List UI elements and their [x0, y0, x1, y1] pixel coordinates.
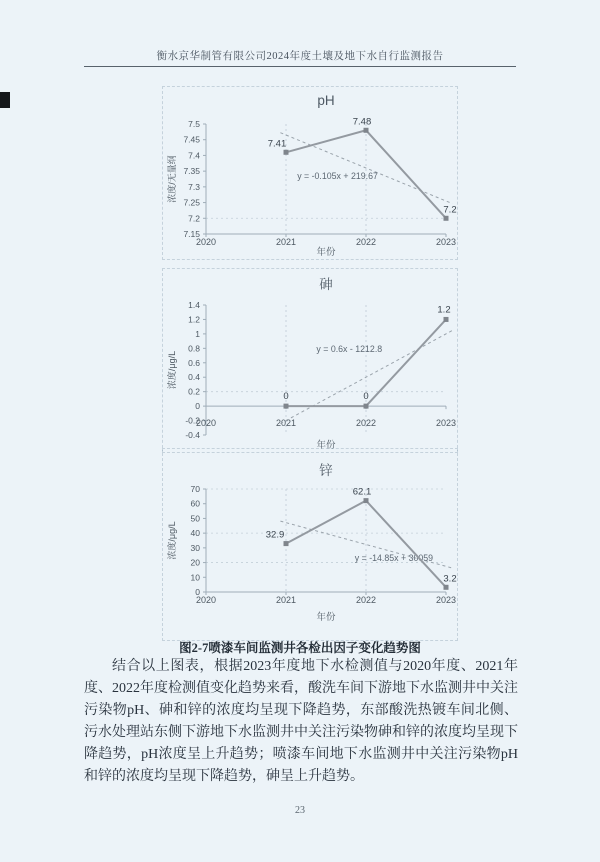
svg-text:1.4: 1.4 [188, 300, 200, 310]
svg-text:2020: 2020 [195, 237, 217, 247]
svg-text:2020: 2020 [195, 418, 217, 428]
svg-text:20: 20 [190, 557, 200, 568]
svg-text:40: 40 [190, 528, 200, 539]
header-divider [84, 66, 516, 67]
svg-text:1.2: 1.2 [188, 314, 200, 325]
svg-text:0.8: 0.8 [188, 343, 200, 354]
svg-text:0: 0 [195, 401, 200, 412]
chart-arsenic [162, 268, 458, 453]
svg-text:年份: 年份 [316, 247, 336, 258]
svg-text:2021: 2021 [275, 418, 297, 428]
svg-text:0.2: 0.2 [188, 386, 200, 397]
svg-text:7.35: 7.35 [183, 166, 200, 177]
svg-text:y = -0.105x + 219.67: y = -0.105x + 219.67 [297, 171, 378, 181]
svg-text:浓度/μg/L: 浓度/μg/L [167, 350, 177, 390]
svg-text:2020: 2020 [195, 595, 217, 605]
svg-text:y = -14.85x + 30059: y = -14.85x + 30059 [354, 553, 434, 564]
svg-text:7.5: 7.5 [188, 119, 200, 129]
svg-text:7.15: 7.15 [183, 229, 200, 239]
chart-zinc [162, 448, 458, 641]
svg-text:1: 1 [195, 328, 200, 339]
svg-text:7.25: 7.25 [183, 197, 200, 208]
svg-text:2021: 2021 [275, 237, 297, 247]
chart-canvas [164, 450, 456, 639]
svg-text:-0.2: -0.2 [185, 415, 200, 426]
svg-text:2023: 2023 [435, 418, 457, 428]
svg-text:70: 70 [190, 484, 200, 494]
svg-text:浓度/无量纲: 浓度/无量纲 [167, 155, 177, 203]
svg-text:7.4: 7.4 [188, 150, 200, 161]
svg-text:2021: 2021 [275, 595, 297, 605]
svg-text:7.41: 7.41 [267, 138, 287, 150]
svg-text:pH: pH [317, 93, 335, 108]
svg-text:2022: 2022 [355, 237, 377, 247]
chart-ph [162, 86, 458, 260]
svg-text:2022: 2022 [355, 595, 377, 605]
svg-text:浓度/μg/L: 浓度/μg/L [167, 521, 177, 560]
svg-text:y = 0.6x - 1212.8: y = 0.6x - 1212.8 [316, 343, 383, 354]
svg-text:7.2: 7.2 [188, 213, 200, 224]
svg-text:砷: 砷 [319, 277, 333, 292]
page-number: 23 [295, 805, 305, 816]
svg-text:2023: 2023 [435, 595, 457, 605]
figure-caption: 图2-7喷漆车间监测井各检出因子变化趋势图 [179, 641, 421, 655]
report-header-title: 衡水京华制管有限公司2024年度土壤及地下水自行监测报告 [156, 51, 444, 62]
svg-text:62.1: 62.1 [352, 486, 372, 498]
svg-text:年份: 年份 [316, 612, 336, 623]
svg-text:30: 30 [190, 542, 200, 553]
body-paragraph: 结合以上图表，根据2023年度地下水检测值与2020年度、2021年度、2022年度检测值变化趋势来看，酸洗车间下游地下水监测井中关注污染物pH、砷和锌的浓度均呈现下降趋势，东部酸洗热镀车间北侧、污水处理站东侧下游地下水监测井中关注污染物砷和锌的浓度均呈现下降趋势，pH浓度呈上升趋势；喷漆车间地下水监测井中关注污染物pH和锌的浓度均呈现下降趋势，砷呈上升趋势。 [84, 659, 518, 784]
svg-text:3.2: 3.2 [443, 573, 457, 585]
svg-text:7.48: 7.48 [352, 116, 372, 128]
svg-text:32.9: 32.9 [265, 529, 285, 541]
svg-text:0: 0 [283, 391, 289, 403]
svg-text:10: 10 [190, 572, 200, 583]
chart-canvas [164, 270, 456, 451]
svg-text:7.2: 7.2 [443, 204, 457, 216]
svg-text:0.6: 0.6 [188, 357, 200, 368]
svg-text:年份: 年份 [316, 440, 336, 451]
svg-text:2022: 2022 [355, 418, 377, 428]
scan-artifact-mark [0, 92, 10, 108]
svg-text:锌: 锌 [319, 463, 333, 478]
svg-text:0: 0 [195, 587, 200, 597]
svg-text:0.4: 0.4 [188, 372, 200, 383]
svg-text:7.45: 7.45 [183, 134, 200, 145]
svg-text:0: 0 [363, 391, 369, 403]
svg-text:60: 60 [190, 498, 200, 509]
svg-text:1.2: 1.2 [437, 304, 451, 316]
svg-text:2023: 2023 [435, 237, 457, 247]
svg-text:50: 50 [190, 513, 200, 524]
svg-text:7.3: 7.3 [188, 181, 200, 192]
svg-text:-0.4: -0.4 [185, 430, 200, 440]
chart-canvas [164, 88, 456, 258]
